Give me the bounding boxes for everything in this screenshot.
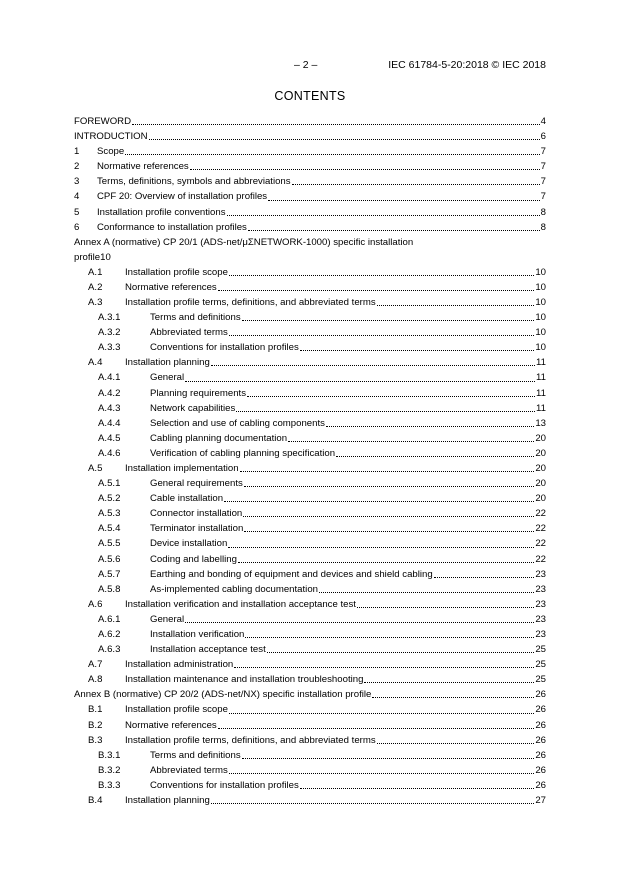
toc-entry-page: 7 (540, 176, 546, 188)
toc-entry-a-5-7[interactable] (74, 567, 546, 582)
toc-entry-number: A.3.2 (98, 327, 121, 339)
toc-entry-text: General requirements (150, 478, 243, 490)
toc-entry-number: A.5 (88, 462, 103, 474)
toc-entry-page: 20 (535, 447, 546, 459)
dot-leader (227, 214, 540, 216)
toc-entry-page: 26 (535, 779, 546, 791)
toc-entry-number: A.5.8 (98, 583, 121, 595)
toc-entry-number: 3 (74, 176, 80, 188)
dot-leader (268, 199, 540, 201)
toc-entry-b-4[interactable] (74, 793, 546, 808)
toc-entry-page: 10 (535, 296, 546, 308)
toc-entry-number: A.8 (88, 674, 103, 686)
toc-entry-text: Verification of cabling planning specification (150, 447, 336, 459)
dot-leader (229, 712, 534, 714)
toc-entry-number: A.6.2 (98, 629, 121, 640)
toc-entry-text: FOREWORD (74, 116, 132, 127)
dot-leader (211, 802, 535, 804)
toc-entry-a-1[interactable] (74, 265, 546, 280)
toc-entry-page: 26 (535, 704, 546, 716)
toc-entry-text: Terms, definitions, symbols and abbreviations (97, 176, 291, 188)
dot-leader (377, 742, 535, 744)
toc-entry-5[interactable] (74, 205, 546, 220)
toc-entry-text: Abbreviated terms (150, 764, 228, 776)
toc-entry-text: Installation implementation (125, 462, 239, 474)
toc-entry-text: Annex A (normative) CP 20/1 (ADS-net/μΣNETWORK-1000) specific installation (74, 236, 414, 248)
toc-entry-number: A.3.3 (98, 342, 121, 354)
toc-entry-text: Terms and definitions (150, 749, 241, 761)
dot-leader (377, 304, 535, 306)
toc-entry-number: 6 (74, 221, 80, 233)
toc-entry-text: Installation profile terms, definitions, and abbreviated terms (125, 734, 376, 746)
dot-leader (247, 395, 535, 397)
toc-entry-text: Installation acceptance test (150, 644, 266, 656)
toc-entry-number: A.1 (88, 266, 103, 278)
toc-entry-number: A.3.1 (98, 312, 121, 324)
toc-entry-b-3[interactable] (74, 733, 546, 748)
toc-entry-number: A.3 (88, 296, 103, 308)
toc-entry-number: 1 (74, 146, 80, 158)
toc-entry-text: Device installation (150, 538, 228, 550)
toc-entry-page: 10 (535, 281, 546, 293)
dot-leader (267, 651, 535, 653)
toc-entry-number: A.5.6 (98, 553, 121, 565)
toc-entry-number: A.7 (88, 659, 103, 671)
toc-entry-text: Installation maintenance and installation troubleshooting (125, 674, 364, 686)
toc-entry-page: 22 (535, 508, 546, 520)
toc-entry-page: 22 (535, 553, 546, 565)
toc-entry-a-7[interactable] (74, 657, 546, 672)
toc-entry-text: INTRODUCTION (74, 131, 148, 143)
dot-leader (229, 274, 534, 276)
dot-leader (434, 576, 535, 578)
toc-entry-page: 23 (535, 629, 546, 640)
toc-entry-a-5-6[interactable] (74, 552, 546, 567)
dot-leader (244, 485, 535, 487)
toc-entry-text: Installation profile terms, definitions, and abbreviated terms (125, 296, 376, 308)
toc-entry-a-5-1[interactable] (74, 476, 546, 491)
page-header (0, 59, 620, 73)
toc-entry-a-5-2[interactable] (74, 491, 546, 506)
toc-entry-a-4-5[interactable] (74, 431, 546, 446)
toc-entry-page: 20 (535, 493, 546, 505)
dot-leader (211, 364, 535, 366)
dot-leader (242, 757, 535, 759)
toc-entry-text: General (150, 372, 185, 384)
document-id: IEC 61784-5-20:2018 © IEC 2018 (388, 59, 546, 71)
toc-entry-a-3-3[interactable] (74, 340, 546, 355)
toc-entry-a-4-4[interactable] (74, 416, 546, 431)
toc-entry-text: Terms and definitions (150, 312, 241, 324)
toc-entry-page: 22 (535, 538, 546, 550)
toc-entry-number: B.2 (88, 719, 103, 731)
toc-entry-a-5[interactable] (74, 461, 546, 476)
toc-entry-text: Network capabilities (150, 402, 236, 414)
toc-entry-page: 8 (540, 206, 546, 218)
toc-entry-text: General (150, 613, 185, 625)
toc-entry-text: Coding and labelling (150, 553, 237, 565)
dot-leader (229, 334, 534, 336)
dot-leader (224, 500, 534, 502)
dot-leader (244, 530, 534, 532)
table-of-contents (74, 114, 546, 808)
dot-leader (245, 636, 534, 638)
toc-entry-a-3-1[interactable] (74, 310, 546, 325)
toc-entry-page: 6 (540, 131, 546, 143)
dot-leader (372, 696, 534, 698)
toc-entry-page: 26 (535, 689, 546, 701)
dot-leader (236, 410, 535, 412)
toc-entry-page: 26 (535, 734, 546, 746)
toc-entry-number: B.3.1 (98, 749, 121, 761)
toc-entry-text: Installation profile conventions (97, 206, 226, 218)
toc-entry-text: Normative references (125, 281, 217, 293)
dot-leader (240, 470, 535, 472)
toc-entry-text: Installation verification (150, 629, 245, 640)
toc-entry-a-4-3[interactable] (74, 401, 546, 416)
dot-leader (190, 168, 540, 170)
toc-entry-b-3-2[interactable] (74, 763, 546, 778)
dot-leader (238, 561, 534, 563)
contents-title: CONTENTS (274, 89, 346, 103)
toc-entry-page: 25 (535, 644, 546, 656)
toc-entry-number: B.4 (88, 795, 103, 807)
toc-entry-number: B.3.2 (98, 764, 121, 776)
toc-entry-a-6-3[interactable] (74, 642, 546, 657)
dot-leader (234, 666, 534, 668)
toc-entry-text: Planning requirements (150, 387, 246, 399)
dot-leader (185, 621, 534, 623)
toc-entry-page: 11 (536, 402, 546, 414)
toc-entry-text: Connector installation (150, 508, 243, 520)
toc-entry-number: B.1 (88, 704, 103, 716)
toc-entry-number: A.6.3 (98, 644, 121, 656)
toc-entry-a-4-6[interactable] (74, 446, 546, 461)
toc-entry-text: Selection and use of cabling components (150, 417, 325, 429)
toc-entry-page: 20 (535, 432, 546, 444)
dot-leader (248, 229, 540, 231)
toc-entry-6[interactable] (74, 220, 546, 235)
toc-entry-number: 5 (74, 206, 80, 218)
toc-entry-a-4-1[interactable] (74, 370, 546, 385)
dot-leader (125, 153, 539, 155)
toc-entry-text: Conventions for installation profiles (150, 779, 299, 791)
toc-entry-b-3-1[interactable] (74, 748, 546, 763)
toc-entry-2[interactable] (74, 159, 546, 174)
toc-entry-page: 20 (535, 462, 546, 474)
toc-entry-text: Conformance to installation profiles (97, 221, 247, 233)
dot-leader (229, 772, 534, 774)
toc-entry-number: 4 (74, 191, 80, 203)
toc-entry-number: A.2 (88, 281, 103, 293)
toc-entry-text: Installation profile scope (125, 704, 228, 716)
toc-entry-page: 10 (535, 266, 546, 278)
toc-entry-number: A.5.3 (98, 508, 121, 520)
toc-entry-page: 22 (535, 523, 546, 535)
toc-entry-number: A.6 (88, 598, 103, 610)
toc-entry-a-4[interactable] (74, 355, 546, 370)
toc-entry-number: B.3.3 (98, 779, 121, 791)
toc-entry-text: CPF 20: Overview of installation profiles (97, 191, 268, 203)
toc-entry-number: A.5.4 (98, 523, 121, 535)
dot-leader (300, 787, 535, 789)
dot-leader (336, 455, 534, 457)
toc-entry-text: Installation planning (125, 357, 210, 369)
toc-entry-text: Earthing and bonding of equipment and devices and shield cabling (150, 568, 433, 580)
toc-entry-text: Normative references (125, 719, 217, 731)
toc-entry-text: As-implemented cabling documentation (150, 583, 318, 595)
toc-entry-page: 25 (535, 674, 546, 686)
toc-entry-page: 23 (535, 568, 546, 580)
toc-entry-number: A.5.1 (98, 478, 121, 490)
dot-leader (228, 546, 534, 548)
toc-entry-foreword[interactable] (74, 114, 546, 129)
toc-entry-a-5-3[interactable] (74, 506, 546, 521)
toc-entry-text: Annex B (normative) CP 20/2 (ADS-net/NX) specific installation profile (74, 689, 372, 701)
toc-entry-number: A.4.5 (98, 432, 121, 444)
dot-leader (300, 349, 535, 351)
toc-entry-b-2[interactable] (74, 718, 546, 733)
toc-entry-b-1[interactable] (74, 702, 546, 717)
toc-entry-page: 11 (536, 357, 546, 369)
toc-entry-text: Installation administration (125, 659, 234, 671)
toc-entry-page: 10 (100, 251, 111, 263)
dot-leader (218, 289, 535, 291)
dot-leader (242, 319, 535, 321)
toc-entry-text: Terminator installation (150, 523, 244, 535)
toc-entry-page: 26 (535, 749, 546, 761)
dot-leader (319, 591, 534, 593)
toc-entry-text: Installation verification and installation acceptance test (125, 598, 356, 610)
dot-leader (326, 425, 534, 427)
toc-entry-number: A.5.2 (98, 493, 121, 505)
toc-entry-text: Installation planning (125, 795, 210, 807)
page-number: – 2 – (294, 59, 318, 71)
toc-entry-number: A.5.5 (98, 538, 121, 550)
toc-entry-a-8[interactable] (74, 672, 546, 687)
dot-leader (357, 606, 534, 608)
toc-entry-page: 23 (535, 598, 546, 610)
toc-entry-number: B.3 (88, 734, 103, 746)
toc-entry-text: Scope (97, 146, 125, 158)
toc-entry-a-5-8[interactable] (74, 582, 546, 597)
toc-entry-page: 10 (535, 327, 546, 339)
toc-entry-a-4-2[interactable] (74, 386, 546, 401)
toc-entry-a-3-2[interactable] (74, 325, 546, 340)
toc-entry-page: 10 (535, 312, 546, 324)
toc-entry-number: A.4.2 (98, 387, 121, 399)
toc-entry-number: A.6.1 (98, 613, 121, 625)
toc-entry-number: A.4.1 (98, 372, 121, 384)
toc-entry-a-6-2[interactable] (74, 627, 546, 642)
toc-entry-number: A.4 (88, 357, 103, 369)
toc-entry-number: A.4.4 (98, 417, 121, 429)
toc-entry-annex-a[interactable] (74, 235, 546, 265)
dot-leader (292, 183, 540, 185)
toc-entry-text: Conventions for installation profiles (150, 342, 299, 354)
toc-entry-a-6-1[interactable] (74, 612, 546, 627)
dot-leader (185, 380, 535, 382)
dot-leader (364, 681, 534, 683)
toc-entry-a-5-5[interactable] (74, 536, 546, 551)
dot-leader (288, 440, 534, 442)
toc-entry-page: 7 (540, 146, 546, 158)
toc-entry-page: 13 (535, 417, 546, 429)
toc-entry-number: A.5.7 (98, 568, 121, 580)
toc-entry-text: Cable installation (150, 493, 224, 505)
toc-entry-text: Normative references (97, 161, 189, 173)
toc-entry-page: 8 (540, 221, 546, 233)
toc-entry-4[interactable] (74, 189, 546, 204)
toc-entry-page: 11 (536, 387, 546, 399)
toc-entry-number: 2 (74, 161, 80, 173)
toc-entry-a-6[interactable] (74, 597, 546, 612)
toc-entry-page: 20 (535, 478, 546, 490)
toc-entry-a-2[interactable] (74, 280, 546, 295)
toc-entry-b-3-3[interactable] (74, 778, 546, 793)
dot-leader (243, 515, 534, 517)
toc-entry-page: 26 (535, 719, 546, 731)
toc-entry-page: 27 (535, 795, 546, 807)
dot-leader (132, 123, 540, 125)
toc-entry-a-3[interactable] (74, 295, 546, 310)
toc-entry-page: 4 (540, 116, 546, 127)
toc-entry-3[interactable] (74, 174, 546, 189)
toc-entry-text: Abbreviated terms (150, 327, 228, 339)
toc-entry-page: 25 (535, 659, 546, 671)
toc-entry-text-continued: profile (74, 251, 101, 263)
toc-entry-1[interactable] (74, 144, 546, 159)
toc-entry-text: Installation profile scope (125, 266, 228, 278)
toc-entry-text: Cabling planning documentation (150, 432, 288, 444)
toc-entry-number: A.4.6 (98, 447, 121, 459)
toc-entry-page: 11 (536, 372, 546, 384)
dot-leader (218, 727, 535, 729)
toc-entry-page: 26 (535, 764, 546, 776)
toc-entry-page: 7 (540, 191, 546, 203)
toc-entry-number: A.4.3 (98, 402, 121, 414)
dot-leader (149, 138, 540, 140)
toc-entry-page: 23 (535, 613, 546, 625)
toc-entry-page: 23 (535, 583, 546, 595)
toc-entry-page: 7 (540, 161, 546, 173)
toc-entry-page: 10 (535, 342, 546, 354)
toc-entry-introduction[interactable] (74, 129, 546, 144)
toc-entry-annex-b[interactable] (74, 687, 546, 702)
toc-entry-a-5-4[interactable] (74, 521, 546, 536)
